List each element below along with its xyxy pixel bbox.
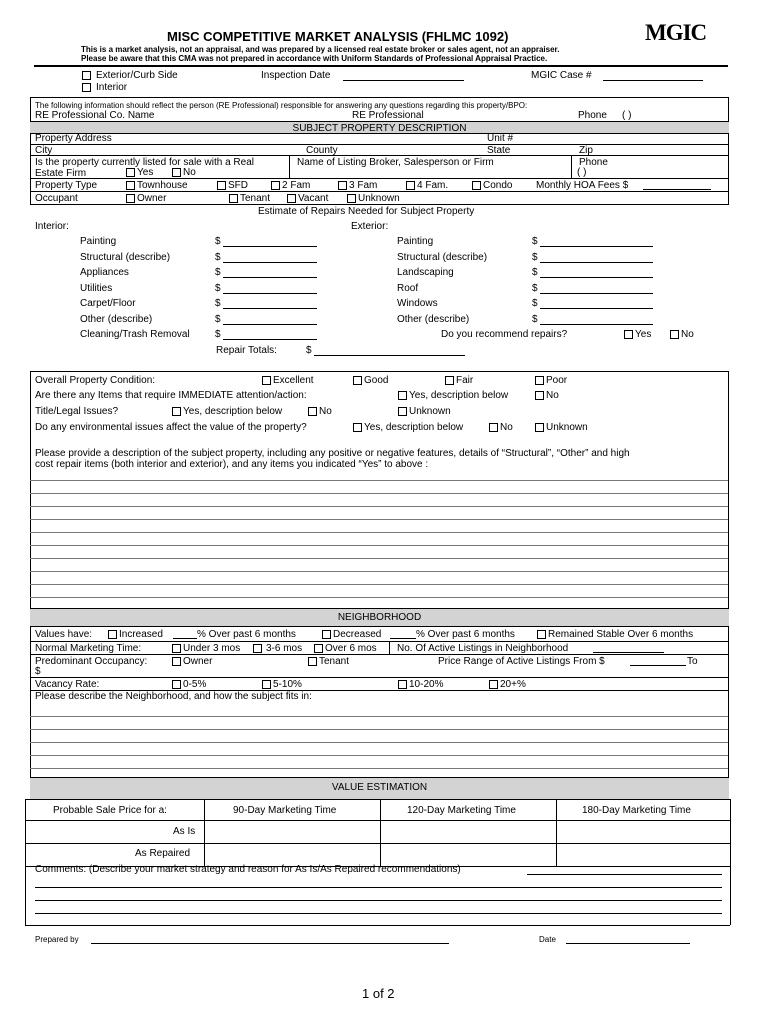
box-right bbox=[728, 371, 729, 608]
occ-unknown-label: Unknown bbox=[358, 193, 400, 204]
ext-item: Painting bbox=[397, 236, 434, 247]
inspection-date-field[interactable] bbox=[343, 80, 464, 81]
hoa-field[interactable] bbox=[643, 189, 711, 190]
broker-phone-paren: ( ) bbox=[577, 167, 587, 178]
describe-line-1: Please provide a description of the subject property, including any positive or negative features, details of “Structural”, “Other” and high bbox=[35, 448, 630, 459]
mkt-3to6-checkbox[interactable] bbox=[253, 644, 262, 653]
int-amount-field[interactable] bbox=[223, 262, 317, 263]
type-4fam-checkbox[interactable] bbox=[406, 181, 415, 190]
type-townhouse-checkbox[interactable] bbox=[126, 181, 135, 190]
exterior-checkbox[interactable] bbox=[82, 71, 91, 80]
value-heading-text: VALUE ESTIMATION bbox=[331, 782, 428, 793]
box-left bbox=[30, 97, 31, 205]
exterior-heading: Exterior: bbox=[351, 221, 389, 232]
dollar-sign: $ bbox=[532, 314, 538, 325]
rule bbox=[30, 371, 728, 372]
type-3fam-checkbox[interactable] bbox=[338, 181, 347, 190]
occupant-label: Occupant bbox=[35, 193, 78, 204]
broker-name-label: Name of Listing Broker, Salesperson or Firm bbox=[297, 157, 494, 168]
writing-line bbox=[30, 716, 728, 717]
int-item: Other (describe) bbox=[80, 314, 153, 325]
col-header-sale-price: Probable Sale Price for a: bbox=[53, 805, 167, 816]
cond-excellent-checkbox[interactable] bbox=[262, 376, 271, 385]
vac-20plus-checkbox[interactable] bbox=[489, 680, 498, 689]
property-address-label: Property Address bbox=[35, 133, 112, 144]
listed-question-2: Estate Firm bbox=[35, 168, 87, 179]
vac-5-10-label: 5-10% bbox=[273, 679, 302, 690]
vac-10-20-checkbox[interactable] bbox=[398, 680, 407, 689]
divider bbox=[289, 155, 290, 178]
mkt-under3-checkbox[interactable] bbox=[172, 644, 181, 653]
col-header-90: 90-Day Marketing Time bbox=[233, 805, 337, 816]
zip-label: Zip bbox=[579, 145, 593, 156]
ext-item: Landscaping bbox=[397, 267, 454, 278]
as-is-180-cell[interactable] bbox=[557, 821, 730, 843]
describe-line-2: cost repair items (both interior and exterior), and any items you indicated “Yes” to above : bbox=[35, 459, 429, 470]
ext-item: Other (describe) bbox=[397, 314, 470, 325]
occ-owner-nbhd-checkbox[interactable] bbox=[172, 657, 181, 666]
int-amount-field[interactable] bbox=[223, 293, 317, 294]
date-label: Date bbox=[539, 935, 556, 944]
subject-heading-text: SUBJECT PROPERTY DESCRIPTION bbox=[292, 123, 467, 134]
legal-unknown-checkbox[interactable] bbox=[398, 407, 407, 416]
type-sfd-checkbox[interactable] bbox=[217, 181, 226, 190]
occ-tenant-checkbox[interactable] bbox=[229, 194, 238, 203]
rule bbox=[30, 155, 728, 156]
box-right bbox=[728, 627, 729, 777]
box-right bbox=[730, 799, 731, 867]
price-to-label: To bbox=[687, 656, 698, 667]
listed-yes-checkbox[interactable] bbox=[126, 168, 135, 177]
cond-good-checkbox[interactable] bbox=[353, 376, 362, 385]
col-header-120: 120-Day Marketing Time bbox=[407, 805, 516, 816]
date-field[interactable] bbox=[566, 943, 690, 944]
mgic-logo: MGIC bbox=[645, 20, 707, 45]
dollar-sign: $ bbox=[532, 267, 538, 278]
re-phone-label: Phone bbox=[578, 110, 607, 121]
type-4fam-label: 4 Fam. bbox=[417, 180, 449, 191]
values-increased-label: Increased bbox=[119, 629, 163, 640]
recommend-no-label: No bbox=[681, 329, 694, 340]
immediate-yes-checkbox[interactable] bbox=[398, 391, 407, 400]
type-2fam-checkbox[interactable] bbox=[271, 181, 280, 190]
writing-line bbox=[30, 545, 728, 546]
rule bbox=[30, 654, 728, 655]
vac-10-20-label: 10-20% bbox=[409, 679, 444, 690]
env-no-checkbox[interactable] bbox=[489, 423, 498, 432]
exterior-label: Exterior/Curb Side bbox=[96, 70, 178, 81]
int-item: Painting bbox=[80, 236, 117, 247]
writing-line bbox=[30, 597, 728, 598]
values-increased-checkbox[interactable] bbox=[108, 630, 117, 639]
inspection-date-label: Inspection Date bbox=[261, 70, 331, 81]
int-item: Structural (describe) bbox=[80, 252, 171, 263]
ext-item: Structural (describe) bbox=[397, 252, 488, 263]
increase-pct-field[interactable] bbox=[173, 638, 197, 639]
recommend-yes-label: Yes bbox=[635, 329, 652, 340]
dollar-sign: $ bbox=[215, 314, 221, 325]
ext-amount-field[interactable] bbox=[540, 308, 653, 309]
disclaimer-line-2: Please be aware that this CMA was not prepared in accordance with Uniform Standards of Professional Appraisal Practice. bbox=[81, 54, 548, 63]
interior-label: Interior bbox=[96, 82, 128, 93]
neighborhood-heading bbox=[30, 608, 729, 627]
vac-0-5-label: 0-5% bbox=[183, 679, 207, 690]
marketing-time-label: Normal Marketing Time: bbox=[35, 643, 142, 654]
comment-line[interactable] bbox=[35, 887, 722, 888]
city-label: City bbox=[35, 145, 53, 156]
occ-owner-nbhd-label: Owner bbox=[183, 656, 213, 667]
rule bbox=[30, 191, 728, 192]
unit-label: Unit # bbox=[487, 133, 514, 144]
title-legal-label: Title/Legal Issues? bbox=[35, 406, 119, 417]
int-item: Appliances bbox=[80, 267, 129, 278]
vac-5-10-checkbox[interactable] bbox=[262, 680, 271, 689]
legal-no-checkbox[interactable] bbox=[308, 407, 317, 416]
vac-20plus-label: 20+% bbox=[500, 679, 526, 690]
price-to-dollar: $ bbox=[35, 666, 41, 677]
occ-vacant-label: Vacant bbox=[298, 193, 329, 204]
recommend-repairs-label: Do you recommend repairs? bbox=[441, 329, 568, 340]
active-listings-label: No. Of Active Listings in Neighborhood bbox=[397, 643, 569, 654]
page-number: 1 of 2 bbox=[362, 986, 395, 1001]
writing-line bbox=[30, 755, 728, 756]
env-unknown-label: Unknown bbox=[546, 422, 588, 433]
listed-question-1: Is the property currently listed for sale with a Real bbox=[35, 157, 254, 168]
hoa-label: Monthly HOA Fees $ bbox=[536, 180, 629, 191]
values-decreased-label: Decreased bbox=[333, 629, 382, 640]
int-amount-field[interactable] bbox=[223, 324, 317, 325]
type-sfd-label: SFD bbox=[228, 180, 248, 191]
property-type-label: Property Type bbox=[35, 180, 98, 191]
env-yes-checkbox[interactable] bbox=[353, 423, 362, 432]
type-3fam-label: 3 Fam bbox=[349, 180, 378, 191]
as-repaired-180-cell[interactable] bbox=[557, 844, 730, 866]
dollar-sign: $ bbox=[532, 236, 538, 247]
dollar-sign: $ bbox=[306, 345, 312, 356]
dollar-sign: $ bbox=[215, 252, 221, 263]
as-is-120-cell[interactable] bbox=[381, 821, 556, 843]
decrease-pct-field[interactable] bbox=[390, 638, 416, 639]
dollar-sign: $ bbox=[215, 283, 221, 294]
legal-yes-label: Yes, description below bbox=[183, 406, 283, 417]
re-intro: The following information should reflect the person (RE Professional) responsible for answering any questions regarding this property/BPO: bbox=[35, 101, 528, 110]
rule bbox=[30, 641, 728, 642]
box-left bbox=[30, 371, 31, 608]
ext-item: Windows bbox=[397, 298, 438, 309]
cond-poor-label: Poor bbox=[546, 375, 568, 386]
type-condo-checkbox[interactable] bbox=[472, 181, 481, 190]
immediate-no-checkbox[interactable] bbox=[535, 391, 544, 400]
legal-yes-checkbox[interactable] bbox=[172, 407, 181, 416]
form-title: MISC COMPETITIVE MARKET ANALYSIS (FHLMC 1092) bbox=[167, 29, 509, 44]
dollar-sign: $ bbox=[215, 298, 221, 309]
occupancy-label: Predominant Occupancy: bbox=[35, 656, 148, 667]
repairs-heading: Estimate of Repairs Needed for Subject Property bbox=[258, 206, 475, 217]
immediate-no-label: No bbox=[546, 390, 559, 401]
writing-line bbox=[30, 519, 728, 520]
writing-line bbox=[30, 493, 728, 494]
writing-line bbox=[30, 558, 728, 559]
repair-totals-field[interactable] bbox=[314, 355, 465, 356]
vac-0-5-checkbox[interactable] bbox=[172, 680, 181, 689]
overall-condition-label: Overall Property Condition: bbox=[35, 375, 156, 386]
legal-no-label: No bbox=[319, 406, 332, 417]
rule bbox=[25, 925, 730, 926]
rule bbox=[30, 677, 728, 678]
neighborhood-heading-text: NEIGHBORHOOD bbox=[337, 612, 422, 623]
writing-line bbox=[30, 584, 728, 585]
active-listings-field[interactable] bbox=[593, 652, 664, 653]
value-estimation-heading bbox=[30, 777, 729, 799]
price-from-field[interactable] bbox=[630, 665, 686, 666]
writing-line bbox=[30, 729, 728, 730]
occ-unknown-checkbox[interactable] bbox=[347, 194, 356, 203]
increase-pct-label: % Over past 6 months bbox=[197, 629, 296, 640]
writing-line bbox=[30, 742, 728, 743]
values-decreased-checkbox[interactable] bbox=[322, 630, 331, 639]
dollar-sign: $ bbox=[215, 236, 221, 247]
occ-vacant-checkbox[interactable] bbox=[287, 194, 296, 203]
int-amount-field[interactable] bbox=[223, 339, 317, 340]
subject-heading bbox=[30, 121, 729, 134]
broker-phone-label: Phone bbox=[579, 157, 608, 168]
int-amount-field[interactable] bbox=[223, 277, 317, 278]
int-item: Utilities bbox=[80, 283, 113, 294]
occ-tenant-label: Tenant bbox=[240, 193, 271, 204]
env-unknown-checkbox[interactable] bbox=[535, 423, 544, 432]
mkt-3to6-label: 3-6 mos bbox=[266, 643, 303, 654]
re-professional-label: RE Professional bbox=[352, 110, 424, 121]
occ-tenant-nbhd-checkbox[interactable] bbox=[308, 657, 317, 666]
mkt-under3-label: Under 3 mos bbox=[183, 643, 241, 654]
immediate-yes-label: Yes, description below bbox=[409, 390, 509, 401]
recommend-no-checkbox[interactable] bbox=[670, 330, 679, 339]
rule bbox=[30, 144, 728, 145]
env-no-label: No bbox=[500, 422, 513, 433]
immediate-label: Are there any Items that require IMMEDIATE attention/action: bbox=[35, 390, 307, 401]
recommend-yes-checkbox[interactable] bbox=[624, 330, 633, 339]
int-item: Carpet/Floor bbox=[80, 298, 136, 309]
repair-totals-label: Repair Totals: bbox=[216, 345, 277, 356]
dollar-sign: $ bbox=[215, 329, 221, 340]
env-yes-label: Yes, description below bbox=[364, 422, 464, 433]
box-left bbox=[25, 799, 26, 925]
divider bbox=[571, 155, 572, 178]
values-have-label: Values have: bbox=[35, 629, 93, 640]
comment-line[interactable] bbox=[35, 913, 722, 914]
vacancy-label: Vacancy Rate: bbox=[35, 679, 100, 690]
type-2fam-label: 2 Fam bbox=[282, 180, 311, 191]
dollar-sign: $ bbox=[532, 283, 538, 294]
comment-line[interactable] bbox=[35, 900, 722, 901]
rule bbox=[30, 204, 728, 205]
mgic-case-field[interactable] bbox=[603, 80, 703, 81]
box-right bbox=[730, 866, 731, 925]
dollar-sign: $ bbox=[532, 298, 538, 309]
divider bbox=[389, 641, 390, 654]
price-range-label: Price Range of Active Listings From $ bbox=[438, 656, 605, 667]
dollar-sign: $ bbox=[215, 267, 221, 278]
ext-amount-field[interactable] bbox=[540, 277, 653, 278]
writing-line bbox=[30, 480, 728, 481]
int-item: Cleaning/Trash Removal bbox=[80, 329, 190, 340]
dollar-sign: $ bbox=[532, 252, 538, 263]
values-stable-label: Remained Stable Over 6 months bbox=[548, 629, 694, 640]
county-label: County bbox=[306, 145, 338, 156]
int-amount-field[interactable] bbox=[223, 308, 317, 309]
ext-amount-field[interactable] bbox=[540, 293, 653, 294]
values-stable-checkbox[interactable] bbox=[537, 630, 546, 639]
row-as-repaired: As Repaired bbox=[135, 848, 191, 859]
state-label: State bbox=[487, 145, 511, 156]
ext-amount-field[interactable] bbox=[540, 262, 653, 263]
writing-line bbox=[30, 571, 728, 572]
re-phone-paren: ( ) bbox=[622, 110, 632, 121]
comments-label: Comments: (Describe your market strategy and reason for As Is/As Repaired recommendations) bbox=[35, 864, 461, 875]
cond-fair-checkbox[interactable] bbox=[445, 376, 454, 385]
ext-amount-field[interactable] bbox=[540, 246, 653, 247]
cond-good-label: Good bbox=[364, 375, 389, 386]
as-repaired-90-cell[interactable] bbox=[205, 844, 380, 866]
listed-no-label: No bbox=[183, 167, 196, 178]
ext-amount-field[interactable] bbox=[540, 324, 653, 325]
environmental-label: Do any environmental issues affect the value of the property? bbox=[35, 422, 307, 433]
mgic-case-label: MGIC Case # bbox=[531, 70, 592, 81]
nbhd-describe-label: Please describe the Neighborhood, and how the subject fits in: bbox=[35, 691, 312, 702]
prepared-by-field[interactable] bbox=[91, 943, 449, 944]
interior-heading: Interior: bbox=[35, 221, 69, 232]
prepared-by-label: Prepared by bbox=[35, 935, 79, 944]
ext-item: Roof bbox=[397, 283, 419, 294]
writing-line bbox=[30, 768, 728, 769]
col-header-180: 180-Day Marketing Time bbox=[582, 805, 691, 816]
cond-fair-label: Fair bbox=[456, 375, 474, 386]
comments-field[interactable] bbox=[527, 874, 722, 875]
cond-poor-checkbox[interactable] bbox=[535, 376, 544, 385]
writing-line bbox=[30, 532, 728, 533]
as-repaired-120-cell[interactable] bbox=[381, 844, 556, 866]
occ-owner-checkbox[interactable] bbox=[126, 194, 135, 203]
re-co-name-label: RE Professional Co. Name bbox=[35, 110, 155, 121]
writing-line bbox=[30, 506, 728, 507]
mkt-over6-checkbox[interactable] bbox=[314, 644, 323, 653]
rule bbox=[25, 799, 730, 800]
as-is-90-cell[interactable] bbox=[205, 821, 380, 843]
disclaimer-line-1: This is a market analysis, not an appraisal, and was prepared by a licensed real estate broker or sales agent, not an appraiser. bbox=[81, 45, 560, 54]
header-rule bbox=[34, 65, 728, 67]
type-condo-label: Condo bbox=[483, 180, 513, 191]
listed-no-checkbox[interactable] bbox=[172, 168, 181, 177]
cond-excellent-label: Excellent bbox=[273, 375, 314, 386]
type-townhouse-label: Townhouse bbox=[137, 180, 188, 191]
int-amount-field[interactable] bbox=[223, 246, 317, 247]
listed-yes-label: Yes bbox=[137, 167, 154, 178]
decrease-pct-label: % Over past 6 months bbox=[416, 629, 515, 640]
occ-owner-label: Owner bbox=[137, 193, 167, 204]
row-as-is: As Is bbox=[173, 826, 196, 837]
occ-tenant-nbhd-label: Tenant bbox=[319, 656, 350, 667]
rule bbox=[30, 178, 728, 179]
box-right bbox=[728, 97, 729, 205]
rule bbox=[30, 97, 728, 98]
mkt-over6-label: Over 6 mos bbox=[325, 643, 377, 654]
interior-checkbox[interactable] bbox=[82, 83, 91, 92]
legal-unknown-label: Unknown bbox=[409, 406, 451, 417]
